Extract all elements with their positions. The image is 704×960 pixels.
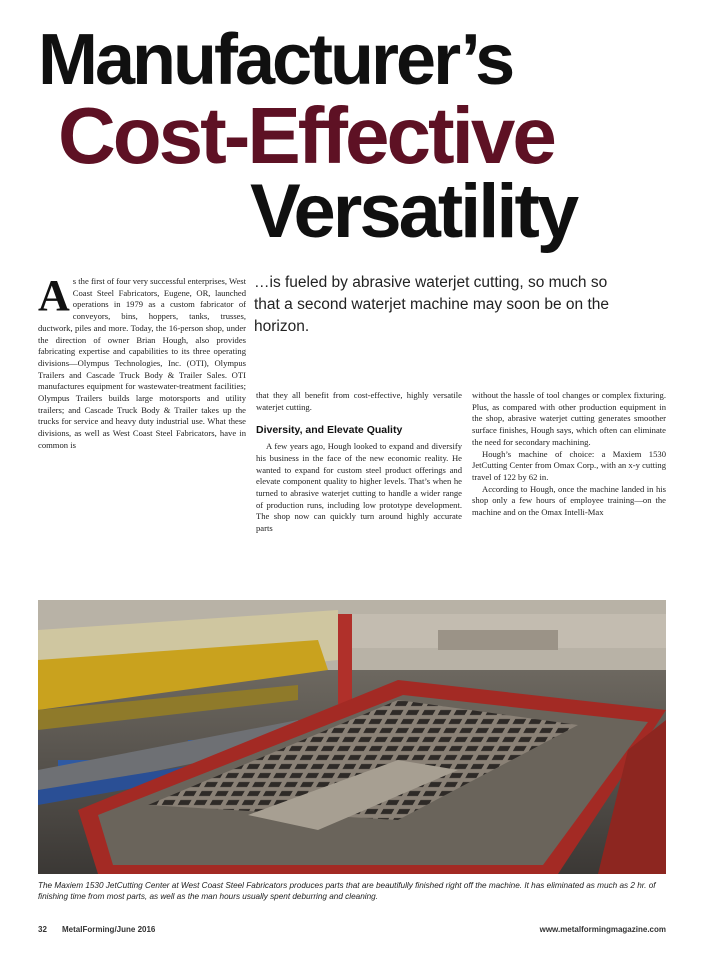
section-subhead: Diversity, and Elevate Quality xyxy=(256,424,403,437)
deck-subtitle: …is fueled by abrasive waterjet cutting, so much so that a second waterjet machine may soon be on the horizon. xyxy=(254,274,609,335)
waterjet-machine-photo xyxy=(38,600,666,874)
headline-line-3: Versatility xyxy=(250,169,577,254)
body-paragraph: A few years ago, Hough looked to expand and diversify his business in the face of the new economic reality. He wanted to expand for custom steel product offerings and elevate component quality to higher levels. That’s when he turned to abrasive waterjet cutting to handle a wider range of production runs, including low prototype development. The shop now can quickly turn around highly accurate parts xyxy=(256,441,462,534)
magazine-issue: MetalForming/June 2016 xyxy=(62,925,156,934)
body-column-1 xyxy=(38,276,246,594)
body-paragraph: According to Hough, once the machine landed in his shop only a few hours of employee training—on the machine and on the Omax Intelli-Max xyxy=(472,483,666,518)
body-paragraph: s the first of four very successful enterprises, West Coast Steel Fabricators, Eugene, OR, launched operations in 1979 as a custom fabricator of conveyors, bins, hoppers, tanks, trusses, ductwork, piles and more. Today, the 16-person shop, under the direction of owner Brian Hough, also provides fabricating expertise and capabilities to its three operating divisions—Olympus Technologies, Inc. (OTI), Olympus Trailers and Cascade Truck Body & Trailer Sales. OTI manufactures equipment for wastewater-treatment facilities; Olympus Trailers builds large motorsports and utility trailers; and Cascade Truck Body & Trailer takes up the trucks for service and heavy duty industrial use. What these divisions, as well as West Coast Steel Fabricators, have in common is xyxy=(38,276,246,450)
photo-caption: The Maxiem 1530 JetCutting Center at West Coast Steel Fabricators produces parts that are beautifully finished right off the machine. It has eliminated as much as 2 hr. of finishing time from most parts, as well as the man hours usually spent deburring and cleaning. xyxy=(38,881,656,901)
body-paragraph: that they all benefit from cost-effective, highly versatile waterjet cutting. xyxy=(256,390,462,412)
website-url: www.metalformingmagazine.com xyxy=(539,925,666,934)
body-paragraph: Hough’s machine of choice: a Maxiem 1530 JetCutting Center from Omax Corp., with an x-y cutting travel of 122 by 62 in. xyxy=(472,448,666,482)
body-column-2 xyxy=(256,390,462,596)
headline-line-1: Manufacturer’s xyxy=(38,20,513,100)
body-paragraph: without the hassle of tool changes or complex fixturing. Plus, as compared with other production equipment in the shop, abrasive waterjet cutting generates smoother surface finishes, Hough says, which often can eliminate the need for secondary machining. xyxy=(472,390,666,447)
body-column-3 xyxy=(472,390,666,596)
headline-line-2: Cost-Effective xyxy=(58,91,554,180)
page-number: 32 xyxy=(38,925,47,934)
drop-cap: A xyxy=(38,276,70,320)
page-footer xyxy=(38,925,666,939)
